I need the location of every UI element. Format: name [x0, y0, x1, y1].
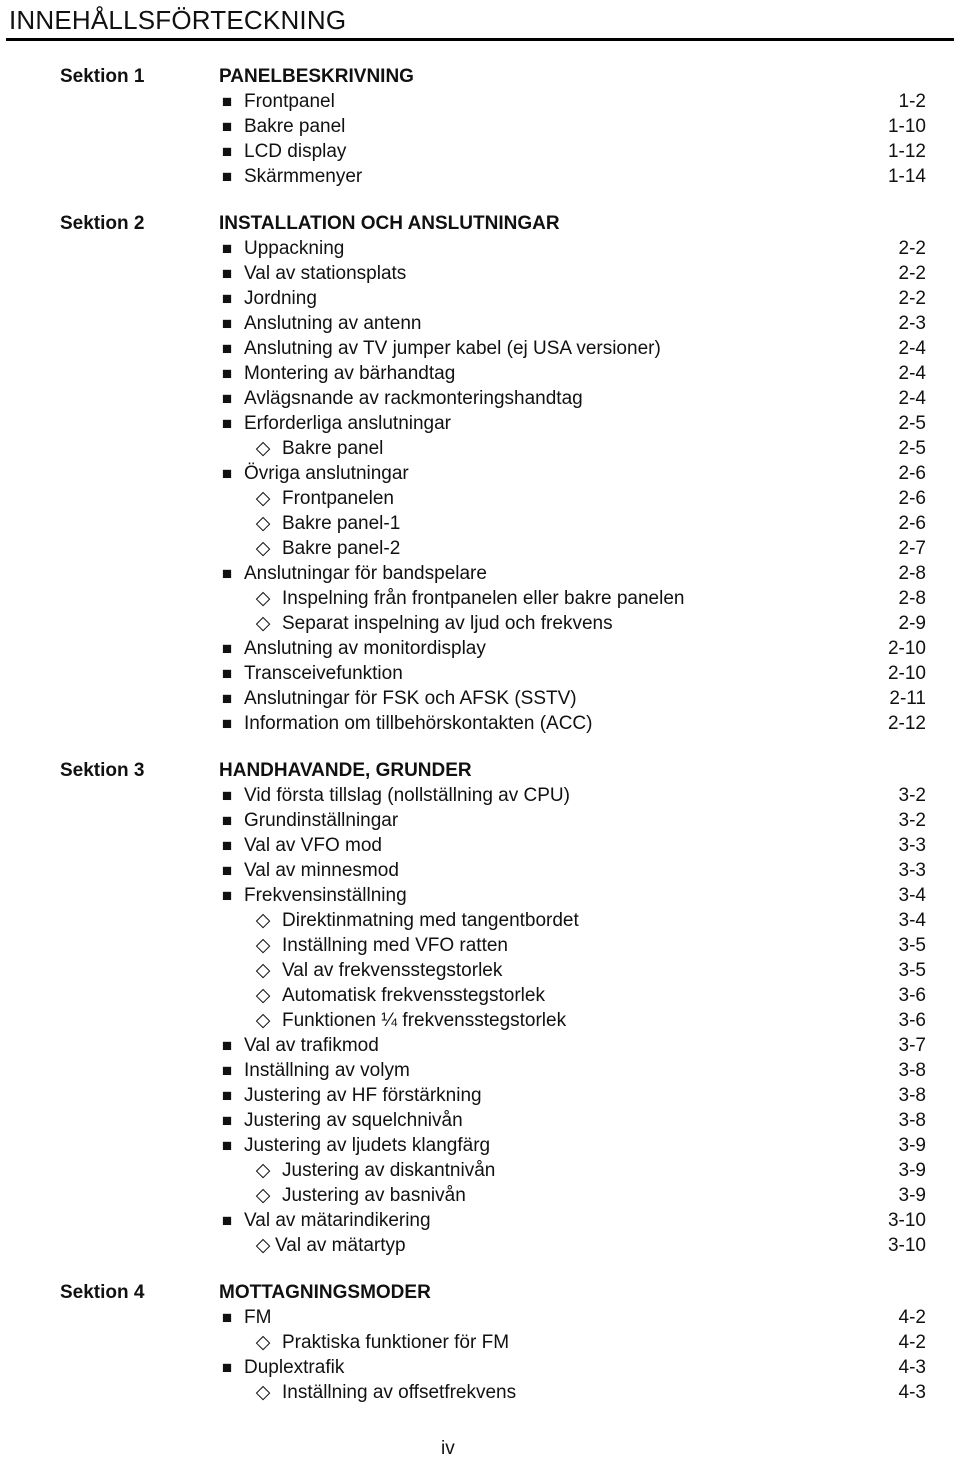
- toc-section: [0, 60, 960, 189]
- toc-entry-page: 3-8: [898, 1060, 926, 1081]
- toc-entry-label: Val av mätarindikering: [244, 1210, 431, 1231]
- section-title: PANELBESKRIVNING: [219, 66, 414, 87]
- toc-entry-page: 2-3: [898, 313, 926, 334]
- section-label: Sektion 1: [60, 66, 145, 87]
- table-of-contents: [0, 60, 960, 1423]
- toc-entry-label: Jordning: [244, 288, 317, 309]
- toc-entry: [0, 164, 960, 189]
- outline-diamond-bullet-icon: ◇: [255, 960, 271, 981]
- toc-entry: [0, 958, 960, 983]
- toc-entry: [0, 139, 960, 164]
- toc-entry-page: 3-9: [898, 1160, 926, 1181]
- section-label: Sektion 4: [60, 1282, 145, 1303]
- toc-entry-page: 3-2: [898, 810, 926, 831]
- toc-entry: [0, 461, 960, 486]
- toc-entry-label: Bakre panel: [282, 438, 384, 459]
- outline-diamond-bullet-icon: ◇: [255, 985, 271, 1006]
- toc-entry: [0, 636, 960, 661]
- toc-entry-page: 2-6: [898, 513, 926, 534]
- toc-entry-page: 1-10: [887, 116, 926, 137]
- toc-entry: [0, 1083, 960, 1108]
- toc-entry: [0, 114, 960, 139]
- outline-diamond-bullet-icon: ◇: [255, 935, 271, 956]
- toc-entry: [0, 361, 960, 386]
- toc-entry-label: Funktionen ¼ frekvensstegstorlek: [282, 1010, 567, 1031]
- page-number: iv: [441, 1438, 455, 1459]
- toc-entry: [0, 883, 960, 908]
- toc-entry-label: Anslutning av TV jumper kabel (ej USA versioner): [244, 338, 661, 359]
- toc-entry-label: FM: [244, 1307, 272, 1328]
- toc-entry: [0, 236, 960, 261]
- toc-entry-list: [0, 236, 960, 736]
- toc-entry-page: 4-2: [898, 1307, 926, 1328]
- toc-entry: [0, 808, 960, 833]
- page-header: [6, 0, 954, 41]
- filled-square-bullet-icon: ■: [221, 289, 233, 308]
- toc-entry-page: 3-6: [898, 1010, 926, 1031]
- toc-entry-page: 4-3: [898, 1382, 926, 1403]
- toc-entry-page: 3-10: [887, 1210, 926, 1231]
- toc-entry: [0, 711, 960, 736]
- toc-entry: [0, 486, 960, 511]
- filled-square-bullet-icon: ■: [221, 664, 233, 683]
- filled-square-bullet-icon: ■: [221, 142, 233, 161]
- toc-entry-label: Skärmmenyer: [244, 166, 363, 187]
- toc-entry-page: 2-2: [898, 238, 926, 259]
- toc-entry: [0, 1208, 960, 1233]
- toc-entry: [0, 611, 960, 636]
- toc-entry-page: 1-12: [887, 141, 926, 162]
- filled-square-bullet-icon: ■: [221, 564, 233, 583]
- toc-entry-page: 2-8: [898, 588, 926, 609]
- toc-entry-label: Vid första tillslag (nollställning av CPU): [244, 785, 570, 806]
- toc-entry-list: [0, 89, 960, 189]
- toc-entry: [0, 536, 960, 561]
- toc-entry-page: 3-4: [898, 910, 926, 931]
- filled-square-bullet-icon: ■: [221, 639, 233, 658]
- filled-square-bullet-icon: ■: [221, 689, 233, 708]
- filled-square-bullet-icon: ■: [221, 886, 233, 905]
- toc-entry: [0, 783, 960, 808]
- toc-entry: [0, 1008, 960, 1033]
- toc-entry-label: Frontpanelen: [282, 488, 394, 509]
- toc-entry-label: Transceivefunktion: [244, 663, 403, 684]
- toc-entry-page: 3-8: [898, 1110, 926, 1131]
- toc-entry-page: 3-9: [898, 1185, 926, 1206]
- toc-entry-page: 2-4: [898, 338, 926, 359]
- toc-entry-label: Val av minnesmod: [244, 860, 399, 881]
- toc-entry-page: 2-5: [898, 413, 926, 434]
- toc-entry-page: 3-5: [898, 960, 926, 981]
- toc-entry-label: LCD display: [244, 141, 347, 162]
- toc-entry-label: Inställning av volym: [244, 1060, 410, 1081]
- toc-entry-page: 2-12: [887, 713, 926, 734]
- toc-entry-page: 2-5: [898, 438, 926, 459]
- toc-entry-label: Praktiska funktioner för FM: [282, 1332, 510, 1353]
- filled-square-bullet-icon: ■: [221, 714, 233, 733]
- toc-entry-label: Justering av basnivån: [282, 1185, 466, 1206]
- toc-entry: [0, 1380, 960, 1405]
- filled-square-bullet-icon: ■: [221, 264, 233, 283]
- toc-entry: [0, 908, 960, 933]
- toc-entry-label: Anslutningar för FSK och AFSK (SSTV): [244, 688, 577, 709]
- filled-square-bullet-icon: ■: [221, 1061, 233, 1080]
- toc-entry-label: Grundinställningar: [244, 810, 399, 831]
- toc-section: [0, 754, 960, 1258]
- toc-entry: [0, 661, 960, 686]
- outline-diamond-bullet-icon: ◇: [255, 538, 271, 559]
- toc-entry-page: 2-6: [898, 463, 926, 484]
- toc-entry-page: 2-11: [889, 688, 926, 709]
- toc-entry: [0, 561, 960, 586]
- toc-entry-page: 4-2: [898, 1332, 926, 1353]
- toc-entry-label: Direktinmatning med tangentbordet: [282, 910, 579, 931]
- toc-entry-label: Avlägsnande av rackmonteringshandtag: [244, 388, 583, 409]
- filled-square-bullet-icon: ■: [221, 1086, 233, 1105]
- page-title: INNEHÅLLSFÖRTECKNING: [9, 5, 347, 35]
- toc-entry: [0, 1158, 960, 1183]
- section-title: HANDHAVANDE, GRUNDER: [219, 760, 472, 781]
- toc-entry: [0, 833, 960, 858]
- toc-entry: [0, 511, 960, 536]
- toc-entry-list: [0, 1305, 960, 1405]
- filled-square-bullet-icon: ■: [221, 1358, 233, 1377]
- toc-entry-label: Anslutning av antenn: [244, 313, 422, 334]
- filled-square-bullet-icon: ■: [221, 364, 233, 383]
- filled-square-bullet-icon: ■: [221, 1111, 233, 1130]
- toc-entry-page: 3-2: [898, 785, 926, 806]
- filled-square-bullet-icon: ■: [221, 314, 233, 333]
- toc-entry-label: Bakre panel-2: [282, 538, 401, 559]
- outline-diamond-bullet-icon: ◇: [255, 488, 271, 509]
- filled-square-bullet-icon: ■: [221, 414, 233, 433]
- section-label: Sektion 3: [60, 760, 145, 781]
- toc-entry-page: 2-7: [898, 538, 926, 559]
- filled-square-bullet-icon: ■: [221, 464, 233, 483]
- toc-entry-label: Montering av bärhandtag: [244, 363, 456, 384]
- toc-entry-label: Övriga anslutningar: [244, 463, 409, 484]
- toc-entry-label: Frontpanel: [244, 91, 335, 112]
- toc-entry-label: Justering av diskantnivån: [282, 1160, 496, 1181]
- toc-entry: [0, 1330, 960, 1355]
- toc-entry: [0, 1355, 960, 1380]
- toc-entry: [0, 686, 960, 711]
- toc-entry-page: 2-2: [898, 288, 926, 309]
- toc-entry-label: Val av stationsplats: [244, 263, 407, 284]
- filled-square-bullet-icon: ■: [221, 1136, 233, 1155]
- toc-entry: [0, 286, 960, 311]
- toc-entry-label: Inställning med VFO ratten: [282, 935, 508, 956]
- toc-entry-page: 3-9: [898, 1135, 926, 1156]
- toc-entry-page: 2-8: [898, 563, 926, 584]
- toc-entry-label: Justering av HF förstärkning: [244, 1085, 482, 1106]
- toc-entry: [0, 436, 960, 461]
- filled-square-bullet-icon: ■: [221, 1211, 233, 1230]
- toc-entry-label: Val av VFO mod: [244, 835, 382, 856]
- toc-entry-page: 2-4: [898, 388, 926, 409]
- toc-entry-page: 2-10: [887, 663, 926, 684]
- toc-entry-page: 3-6: [898, 985, 926, 1006]
- toc-entry: [0, 1183, 960, 1208]
- outline-diamond-bullet-icon: ◇: [255, 1332, 271, 1353]
- toc-entry: [0, 983, 960, 1008]
- outline-diamond-bullet-icon: ◇: [255, 1235, 271, 1256]
- toc-entry-page: 3-4: [898, 885, 926, 906]
- toc-entry-page: 3-7: [898, 1035, 926, 1056]
- toc-entry: [0, 1108, 960, 1133]
- outline-diamond-bullet-icon: ◇: [255, 438, 271, 459]
- toc-entry: [0, 858, 960, 883]
- toc-entry: [0, 1058, 960, 1083]
- toc-entry-page: 3-10: [887, 1235, 926, 1256]
- toc-entry-label: Erforderliga anslutningar: [244, 413, 452, 434]
- filled-square-bullet-icon: ■: [221, 339, 233, 358]
- toc-entry: [0, 336, 960, 361]
- filled-square-bullet-icon: ■: [221, 239, 233, 258]
- section-label: Sektion 2: [60, 213, 145, 234]
- toc-entry: [0, 411, 960, 436]
- toc-entry-page: 4-3: [898, 1357, 926, 1378]
- outline-diamond-bullet-icon: ◇: [255, 613, 271, 634]
- toc-entry-list: [0, 783, 960, 1258]
- outline-diamond-bullet-icon: ◇: [255, 1010, 271, 1031]
- toc-entry-label: Information om tillbehörskontakten (ACC): [244, 713, 593, 734]
- section-title: MOTTAGNINGSMODER: [219, 1282, 431, 1303]
- outline-diamond-bullet-icon: ◇: [255, 588, 271, 609]
- toc-entry-page: 1-2: [898, 91, 926, 112]
- filled-square-bullet-icon: ■: [221, 861, 233, 880]
- outline-diamond-bullet-icon: ◇: [255, 513, 271, 534]
- toc-entry: [0, 1033, 960, 1058]
- toc-entry: [0, 311, 960, 336]
- toc-entry: [0, 586, 960, 611]
- toc-entry-label: Justering av squelchnivån: [244, 1110, 463, 1131]
- toc-entry-label: Duplextrafik: [244, 1357, 345, 1378]
- toc-entry-page: 2-6: [898, 488, 926, 509]
- toc-entry: [0, 1305, 960, 1330]
- filled-square-bullet-icon: ■: [221, 117, 233, 136]
- toc-entry-page: 3-3: [898, 860, 926, 881]
- toc-entry: [0, 386, 960, 411]
- toc-entry-label: Separat inspelning av ljud och frekvens: [282, 613, 613, 634]
- filled-square-bullet-icon: ■: [221, 1036, 233, 1055]
- toc-entry-page: 2-4: [898, 363, 926, 384]
- toc-entry-label: Inställning av offsetfrekvens: [282, 1382, 517, 1403]
- toc-entry: [0, 89, 960, 114]
- toc-entry-page: 3-3: [898, 835, 926, 856]
- toc-entry: [0, 1233, 960, 1258]
- filled-square-bullet-icon: ■: [221, 1308, 233, 1327]
- toc-entry-label: Uppackning: [244, 238, 345, 259]
- toc-entry-page: 3-8: [898, 1085, 926, 1106]
- outline-diamond-bullet-icon: ◇: [255, 1160, 271, 1181]
- toc-entry-page: 2-9: [898, 613, 926, 634]
- toc-section: [0, 1276, 960, 1405]
- toc-entry-label: Automatisk frekvensstegstorlek: [282, 985, 545, 1006]
- toc-entry-label: Anslutningar för bandspelare: [244, 563, 487, 584]
- filled-square-bullet-icon: ■: [221, 92, 233, 111]
- toc-entry-label: Val av trafikmod: [244, 1035, 379, 1056]
- toc-entry-label: Bakre panel: [244, 116, 346, 137]
- filled-square-bullet-icon: ■: [221, 786, 233, 805]
- toc-entry: [0, 1133, 960, 1158]
- toc-entry-label: Anslutning av monitordisplay: [244, 638, 486, 659]
- filled-square-bullet-icon: ■: [221, 389, 233, 408]
- toc-entry-page: 3-5: [898, 935, 926, 956]
- toc-entry-page: 2-10: [887, 638, 926, 659]
- toc-entry: [0, 261, 960, 286]
- toc-entry-label: Bakre panel-1: [282, 513, 401, 534]
- section-title: INSTALLATION OCH ANSLUTNINGAR: [219, 213, 560, 234]
- outline-diamond-bullet-icon: ◇: [255, 1185, 271, 1206]
- toc-section: [0, 207, 960, 736]
- toc-entry-label: Val av mätartyp: [275, 1235, 406, 1256]
- filled-square-bullet-icon: ■: [221, 167, 233, 186]
- toc-entry: [0, 933, 960, 958]
- toc-entry-label: Justering av ljudets klangfärg: [244, 1135, 491, 1156]
- toc-entry-label: Val av frekvensstegstorlek: [282, 960, 503, 981]
- outline-diamond-bullet-icon: ◇: [255, 910, 271, 931]
- toc-entry-label: Inspelning från frontpanelen eller bakre panelen: [282, 588, 685, 609]
- toc-entry-label: Frekvensinställning: [244, 885, 407, 906]
- toc-entry-page: 1-14: [887, 166, 926, 187]
- filled-square-bullet-icon: ■: [221, 836, 233, 855]
- toc-entry-page: 2-2: [898, 263, 926, 284]
- filled-square-bullet-icon: ■: [221, 811, 233, 830]
- outline-diamond-bullet-icon: ◇: [255, 1382, 271, 1403]
